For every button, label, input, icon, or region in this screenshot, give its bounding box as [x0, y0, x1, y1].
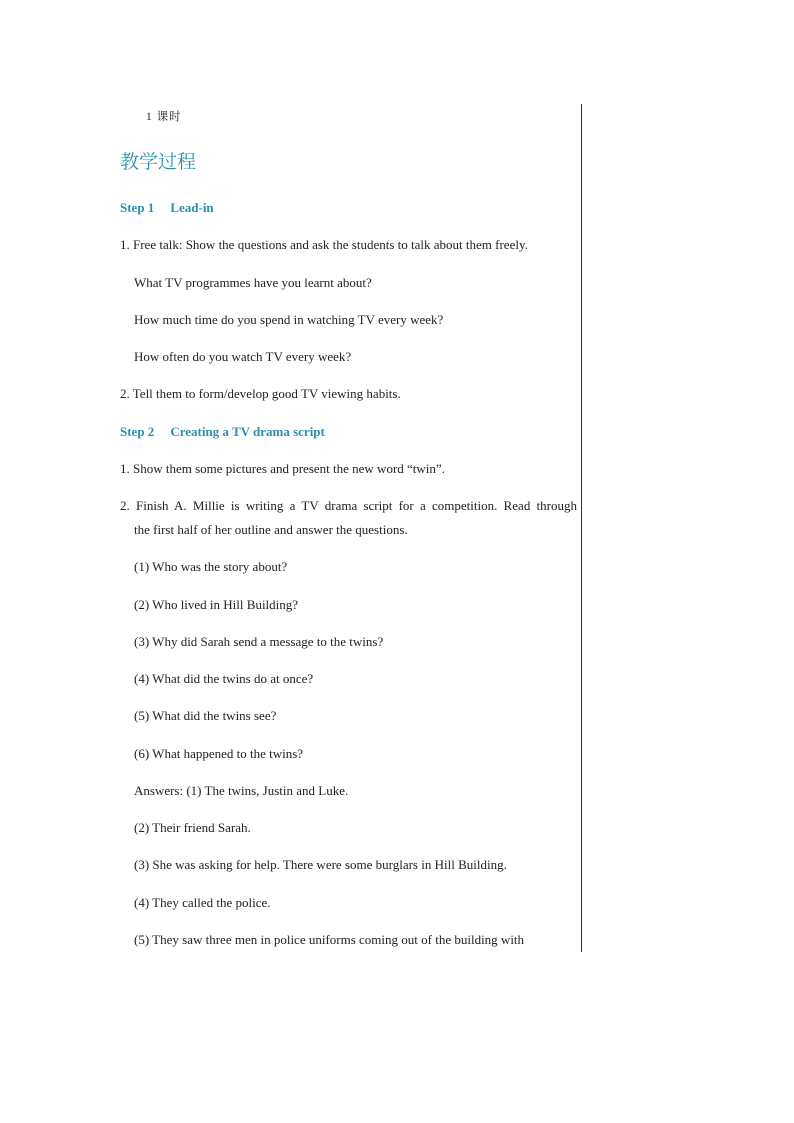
step2-question: (3) Why did Sarah send a message to the twins? — [134, 634, 384, 649]
step2-answer: (3) She was asking for help. There were some burglars in Hill Building. — [134, 857, 507, 872]
step2-question: (6) What happened to the twins? — [134, 746, 304, 761]
step2-item2-line2: the first half of her outline and answer the questions. — [134, 522, 408, 537]
step2-answer: (5) They saw three men in police uniforms coming out of the building with — [134, 932, 525, 947]
step2-question: (2) Who lived in Hill Building? — [134, 597, 299, 612]
step2-title: Creating a TV drama script — [170, 424, 325, 439]
section-title: 教学过程 — [120, 151, 197, 173]
lesson-label: 1 课时 — [146, 111, 182, 123]
step2-answer: (4) They called the police. — [134, 895, 271, 910]
step1-item1: 1. Free talk: Show the questions and ask the students to talk about them freely. — [120, 237, 528, 252]
step2-question: (4) What did the twins do at once? — [134, 671, 314, 686]
step1-title: Lead-in — [170, 200, 214, 215]
step2-heading — [120, 423, 325, 441]
step1-question: How often do you watch TV every week? — [134, 349, 352, 364]
step1-item2: 2. Tell them to form/develop good TV viewing habits. — [120, 386, 401, 401]
step1-number: Step 1 — [120, 200, 155, 215]
step2-question: (1) Who was the story about? — [134, 559, 288, 574]
step1-question: How much time do you spend in watching TV every week? — [134, 312, 444, 327]
step2-item1: 1. Show them some pictures and present the new word “twin”. — [120, 461, 445, 476]
step2-number: Step 2 — [120, 424, 155, 439]
step2-answer: (2) Their friend Sarah. — [134, 820, 251, 835]
step2-answer: Answers: (1) The twins, Justin and Luke. — [134, 783, 349, 798]
step2-item2-line1: 2. Finish A. Millie is writing a TV drama script for a competition. Read through — [120, 498, 577, 513]
step1-heading — [120, 199, 214, 217]
step2-question: (5) What did the twins see? — [134, 708, 277, 723]
step1-question: What TV programmes have you learnt about? — [134, 275, 372, 290]
column-divider — [581, 104, 582, 952]
